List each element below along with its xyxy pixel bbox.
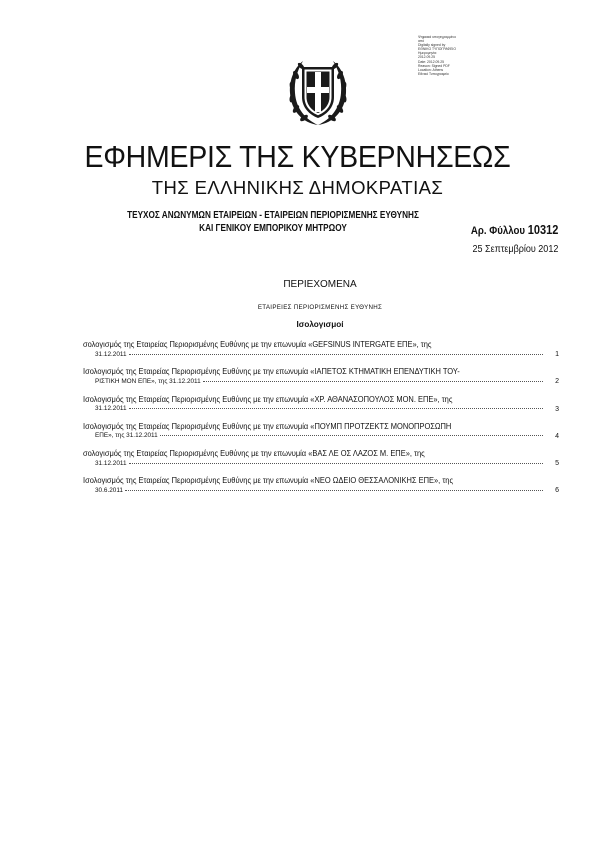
issue-type-line1: ΤΕΥΧΟΣ ΑΝΩΝΥΜΩΝ ΕΤΑΙΡΕΙΩΝ - ΕΤΑΙΡΕΙΩΝ ΠΕΡΙΟΡΙΣΜΕΝΗΣ ΕΥΘΥΝΗΣ [127, 210, 419, 221]
gazette-title: ΕΦΗΜΕΡΙΣ ΤΗΣ ΚΥΒΕΡΝΗΣΕΩΣ [84, 139, 511, 174]
toc-entry-continuation [95, 431, 543, 440]
toc-entry-title: Ισολογισμός της Εταιρείας Περιορισμένης Ευθύνης με την επωνυμία «ΠΟΥΜΠ ΠΡΟΤΖΕΚΤΣ ΜΟΝΟΠΡΟΣΩΠΗ [83, 421, 452, 431]
digital-signature-stamp [418, 35, 494, 76]
toc-entry-page: 3 [555, 405, 559, 413]
toc-entry-title: σολογισμός της Εταιρείας Περιορισμένης Ευθύνης με την επωνυμία «GEFSINUS INTERGATE ΕΠΕ», της [83, 340, 432, 349]
toc-entry-title: Ισολογισμός της Εταιρείας Περιορισμένης Ευθύνης με την επωνυμία «ΙΑΠΕΤΟΣ ΚΤΗΜΑΤΙΚΗ ΕΠΕΝΔΥΤΙΚΗ ΤΟΥ- [83, 367, 460, 377]
toc-entry-date: ΡΙΣΤΙΚΗ ΜΟΝ ΕΠΕ», της 31.12.2011 [95, 377, 201, 385]
toc-entry-page: 4 [555, 432, 559, 440]
toc-entry-page: 2 [555, 378, 559, 386]
toc-entry[interactable] [83, 395, 559, 422]
stamp-line: Digitally signed by [418, 43, 446, 48]
toc-entry-date: 31.12.2011 [95, 459, 127, 467]
toc-entry[interactable] [83, 449, 559, 476]
toc-entry-date: 31.12.2011 [95, 405, 127, 413]
toc-entry-continuation [95, 377, 543, 386]
toc-entry-date: 31.12.2011 [95, 350, 127, 358]
toc-entry-continuation [95, 486, 543, 495]
toc-entry-continuation [95, 350, 543, 359]
toc-entry-date: 30.6.2011 [95, 486, 123, 494]
issue-type [118, 209, 428, 235]
toc-entry[interactable] [83, 340, 559, 367]
table-of-contents [83, 340, 559, 504]
greek-coat-of-arms-icon [283, 53, 353, 129]
stamp-line: από [418, 39, 425, 44]
stamp-line: Date: 2012.09.25 [418, 59, 445, 64]
stamp-line: ΕΘΝΙΚΟ ΤΥΠΟΓΡΑΦΕΙΟ [418, 47, 456, 52]
toc-entry-continuation [95, 459, 543, 468]
section-heading: ΕΤΑΙΡΕΙΕΣ ΠΕΡΙΟΡΙΣΜΕΝΗΣ ΕΥΘΥΝΗΣ [257, 304, 383, 311]
toc-entry-title: Ισολογισμός της Εταιρείας Περιορισμένης Ευθύνης με την επωνυμία «ΧΡ. ΑΘΑΝΑΣΟΠΟΥΛΟΣ ΜΟΝ. ΕΠΕ», της [83, 394, 453, 404]
subsection-heading: Ισολογισμοί [296, 320, 344, 329]
dot-leader [160, 431, 543, 436]
toc-entry[interactable] [83, 367, 559, 394]
dot-leader [203, 377, 543, 382]
sheet-number [471, 223, 558, 238]
stamp-line: 2012.09.25 [418, 55, 435, 60]
toc-entry-continuation [95, 404, 543, 413]
issue-type-line2: ΚΑΙ ΓΕΝΙΚΟΥ ΕΜΠΟΡΙΚΟΥ ΜΗΤΡΩΟΥ [199, 223, 347, 234]
dot-leader [125, 486, 543, 491]
toc-entry-date: ΕΠΕ», της 31.12.2011 [95, 432, 158, 440]
stamp-line: Εθνικό Τυπογραφείο [418, 71, 449, 76]
gazette-subtitle: ΤΗΣ ΕΛΛΗΝΙΚΗΣ ΔΗΜΟΚΡΑΤΙΑΣ [151, 177, 444, 198]
stamp-line: Reason: Signed PDF [418, 63, 450, 68]
toc-entry-title: σολογισμός της Εταιρείας Περιορισμένης Ευθύνης με την επωνυμία «ΒΑΣ ΛΕ ΟΣ ΛΑΖΟΣ Μ. ΕΠΕ», της [83, 449, 425, 459]
toc-entry-page: 6 [555, 487, 559, 495]
contents-heading: ΠΕΡΙΕΧΟΜΕΝΑ [283, 279, 357, 290]
toc-entry[interactable] [83, 422, 559, 449]
dot-leader [129, 350, 543, 355]
sheet-number-label: Αρ. Φύλλου [470, 225, 525, 237]
toc-entry-page: 5 [555, 460, 559, 468]
stamp-line: Location: Athens [418, 67, 444, 72]
dot-leader [129, 459, 543, 464]
toc-entry-title: Ισολογισμός της Εταιρείας Περιορισμένης Ευθύνης με την επωνυμία «ΝΕΟ ΩΔΕΙΟ ΘΕΣΣΑΛΟΝΙΚΗΣ ΕΠΕ», της [83, 476, 454, 486]
stamp-line: Ημερομηνία: [418, 51, 437, 56]
toc-entry-page: 1 [555, 351, 559, 358]
toc-entry[interactable] [83, 476, 559, 503]
sheet-number-value: 10312 [527, 223, 558, 237]
stamp-line: Ψηφιακά υπογεγραμμένο [418, 35, 457, 39]
issue-date: 25 Σεπτεμβρίου 2012 [472, 244, 558, 255]
dot-leader [129, 404, 543, 409]
